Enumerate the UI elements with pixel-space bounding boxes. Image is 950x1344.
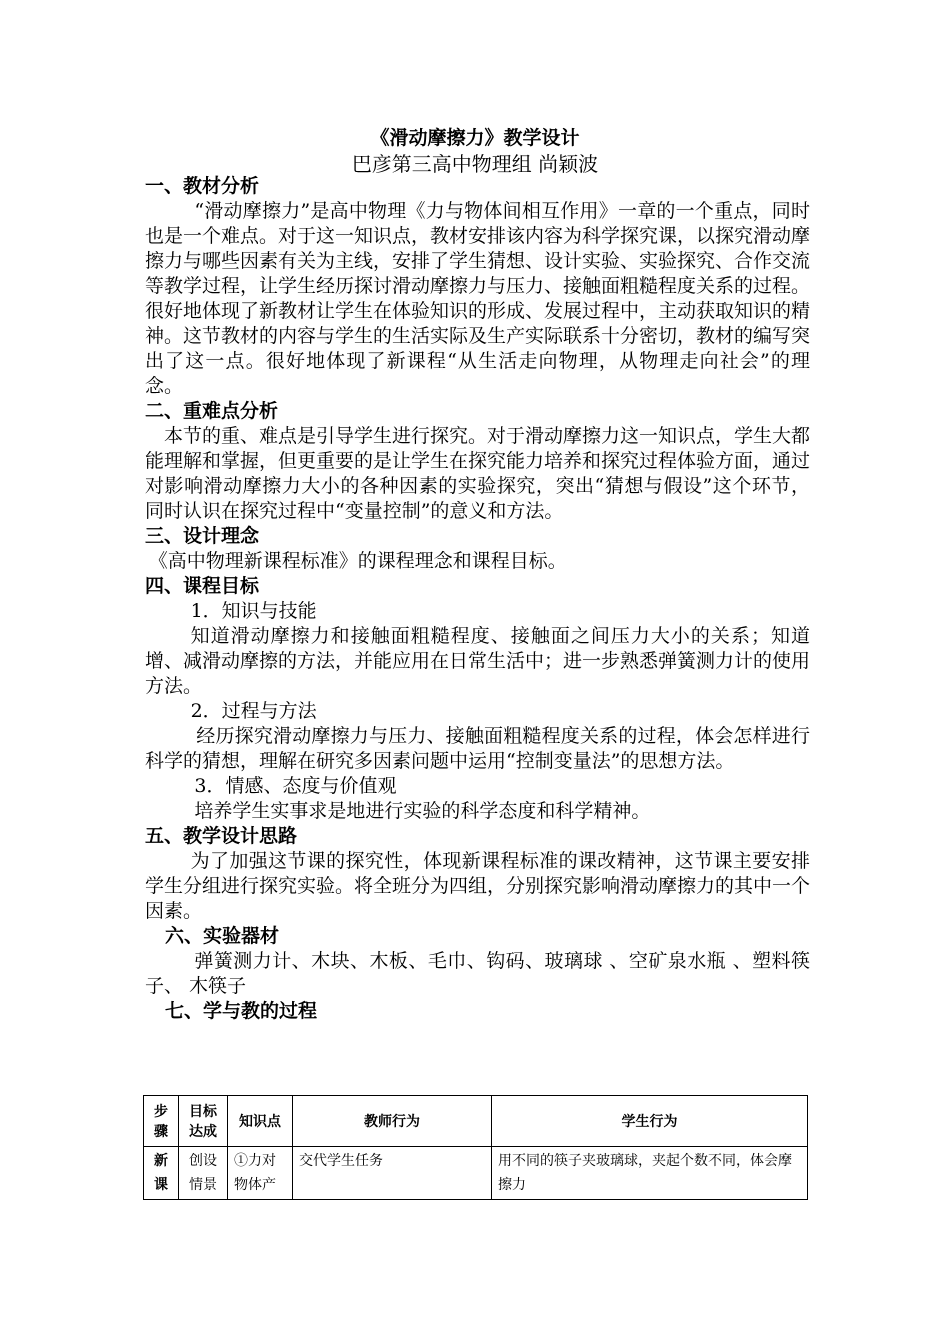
goal-item-2: 2．过程与方法 — [190, 700, 317, 722]
goal-item-1: 1．知识与技能 — [190, 600, 317, 622]
cell-knowledge: ①力对物体产 — [228, 1147, 293, 1200]
goal-text-1: 知道滑动摩擦力和接触面粗糙程度、接触面之间压力大小的关系；知道增、减滑动摩擦的方法，并能应用在日常生活中；进一步熟悉弹簧测力计的使用方法。 — [145, 625, 811, 697]
goal-text-2: 经历探究滑动摩擦力与压力、接触面粗糙程度关系的过程，体会怎样进行科学的猜想，理解在研究多因素问题中运用“控制变量法”的思想方法。 — [145, 725, 810, 772]
section-text-3: 《高中物理新课程标准》的课程理念和课程目标。 — [148, 550, 567, 572]
cell-teacher: 交代学生任务 — [293, 1147, 492, 1200]
section-heading-2: 二、重难点分析 — [145, 400, 279, 422]
cell-student: 用不同的筷子夹玻璃球，夹起个数不同，体会摩擦力 — [492, 1147, 808, 1200]
header-student: 学生行为 — [492, 1096, 808, 1147]
section-heading-7: 七、学与教的过程 — [165, 1000, 318, 1022]
goal-text-3: 培养学生实事求是地进行实验的科学态度和科学精神。 — [194, 800, 651, 822]
cell-step: 新课 — [144, 1147, 179, 1200]
section-heading-6: 六、实验器材 — [165, 925, 280, 947]
header-teacher: 教师行为 — [293, 1096, 492, 1147]
process-table — [143, 1095, 808, 1200]
goal-item-3: 3．情感、态度与价值观 — [194, 775, 397, 797]
section-text-1: “滑动摩擦力”是高中物理《力与物体间相互作用》一章的一个重点，同时也是一个难点。对于这一知识点，教材安排该内容为科学探究课，以探究滑动摩擦力与哪些因素有关为主线，安排了学生猜想、设计实验、实验探究、合作交流等教学过程，让学生经历探讨滑动摩擦力与压力、接触面粗糙程度关系的过程。很好地体现了新教材让学生在体验知识的形成、发展过程中，主动获取知识的精神。这节教材的内容与学生的生活实际及生产实际联系十分密切，教材的编写突出了这一点。很好地体现了新课程“从生活走向物理，从物理走向社会”的理念。 — [145, 200, 811, 397]
cell-goal: 创设情景 — [179, 1147, 228, 1200]
section-text-6: 弹簧测力计、木块、木板、毛巾、钩码、玻璃球 、空矿泉水瓶 、塑料筷子、 木筷子 — [145, 950, 810, 997]
header-step: 步骤 — [144, 1096, 179, 1147]
document-author: 巴彦第三高中物理组 尚颖波 — [351, 152, 599, 176]
section-heading-1: 一、教材分析 — [145, 175, 260, 197]
section-heading-5: 五、教学设计思路 — [145, 825, 298, 847]
section-text-5: 为了加强这节课的探究性，体现新课程标准的课改精神，这节课主要安排学生分组进行探究实验。将全班分为四组，分别探究影响滑动摩擦力的其中一个因素。 — [145, 850, 811, 922]
header-knowledge: 知识点 — [228, 1096, 293, 1147]
header-goal: 目标达成 — [179, 1096, 228, 1147]
section-heading-4: 四、课程目标 — [145, 575, 260, 597]
section-text-2: 本节的重、难点是引导学生进行探究。对于滑动摩擦力这一知识点，学生大都能理解和掌握，但更重要的是让学生在探究能力培养和探究过程体验方面，通过对影响滑动摩擦力大小的各种因素的实验探究，突出“猜想与假设”这个环节，同时认识在探究过程中“变量控制”的意义和方法。 — [145, 425, 811, 522]
document-title: 《滑动摩擦力》教学设计 — [370, 127, 580, 149]
table-header-row — [144, 1096, 808, 1147]
table-row — [144, 1147, 808, 1200]
section-heading-3: 三、设计理念 — [145, 525, 260, 547]
document-body — [145, 174, 810, 1024]
